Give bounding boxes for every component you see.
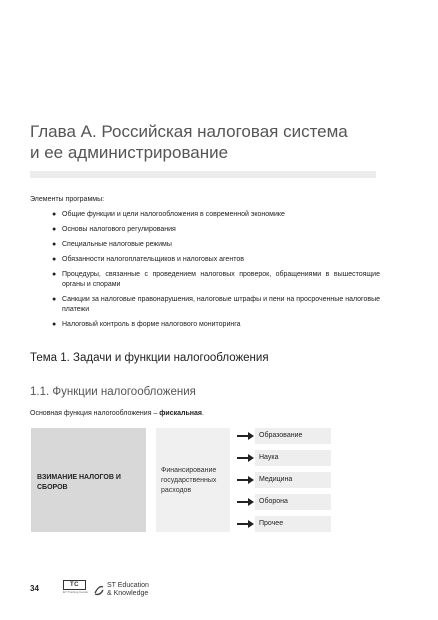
topic-title: Тема 1. Задачи и функции налогообложения	[30, 352, 269, 364]
list-item: ● Специальные налоговые режимы	[52, 241, 172, 248]
arrow-right-icon	[237, 498, 255, 506]
chapter-title	[30, 121, 410, 163]
target-box-education: Образование	[255, 428, 331, 444]
list-item: ● Основы налогового регулирования	[52, 226, 176, 233]
list-item: ● Процедуры, связанные с проведением налоговых проверок, обращениями в вышестоящие органы и спорами	[52, 271, 380, 288]
bullet-icon: ●	[52, 241, 57, 248]
bullet-icon: ●	[52, 271, 57, 278]
target-box-defense: Оборона	[255, 494, 331, 510]
title-divider	[30, 171, 376, 178]
main-function-sentence: Основная функция налогообложения – фискальная.	[30, 410, 204, 417]
bullet-icon: ●	[52, 211, 57, 218]
tax-collection-box	[31, 428, 146, 532]
main-function-term: фискальная	[159, 410, 202, 417]
financing-label: Финансирование государственных расходов	[161, 467, 217, 494]
program-intro: Элементы программы:	[30, 196, 105, 203]
arrow-right-icon	[237, 520, 255, 528]
target-box-science: Наука	[255, 450, 331, 466]
st-education-logo-text: ST Education & Knowledge	[107, 582, 149, 597]
chapter-title-line-2: и ее администрирование	[30, 143, 229, 162]
tc-logo: TC EY Training Center	[63, 582, 89, 594]
list-item: ● Обязанности налогоплательщиков и налоговых агентов	[52, 256, 244, 263]
list-item: ● Налоговый контроль в форме налогового мониторинга	[52, 321, 241, 328]
financing-box	[156, 428, 230, 532]
arrow-right-icon	[237, 454, 255, 462]
page-number: 34	[30, 584, 39, 593]
list-item: ● Санкции за налоговые правонарушения, налоговые штрафы и пени на просроченные налоговые платежи	[52, 296, 380, 313]
bullet-icon: ●	[52, 256, 57, 263]
section-title: 1.1. Функции налогообложения	[30, 386, 196, 398]
list-item: ● Общие функции и цели налогообложения в современной экономике	[52, 211, 285, 218]
bullet-icon: ●	[52, 296, 57, 303]
st-education-logo-icon	[93, 584, 105, 596]
chapter-title-line-1: Глава А. Российская налоговая система	[30, 122, 348, 141]
target-box-medicine: Медицина	[255, 472, 331, 488]
arrow-right-icon	[237, 476, 255, 484]
arrow-right-icon	[237, 432, 255, 440]
bullet-icon: ●	[52, 226, 57, 233]
bullet-icon: ●	[52, 321, 57, 328]
target-box-other: Прочее	[255, 516, 331, 532]
tax-collection-label: ВЗИМАНИЕ НАЛОГОВ И СБОРОВ	[37, 474, 121, 491]
